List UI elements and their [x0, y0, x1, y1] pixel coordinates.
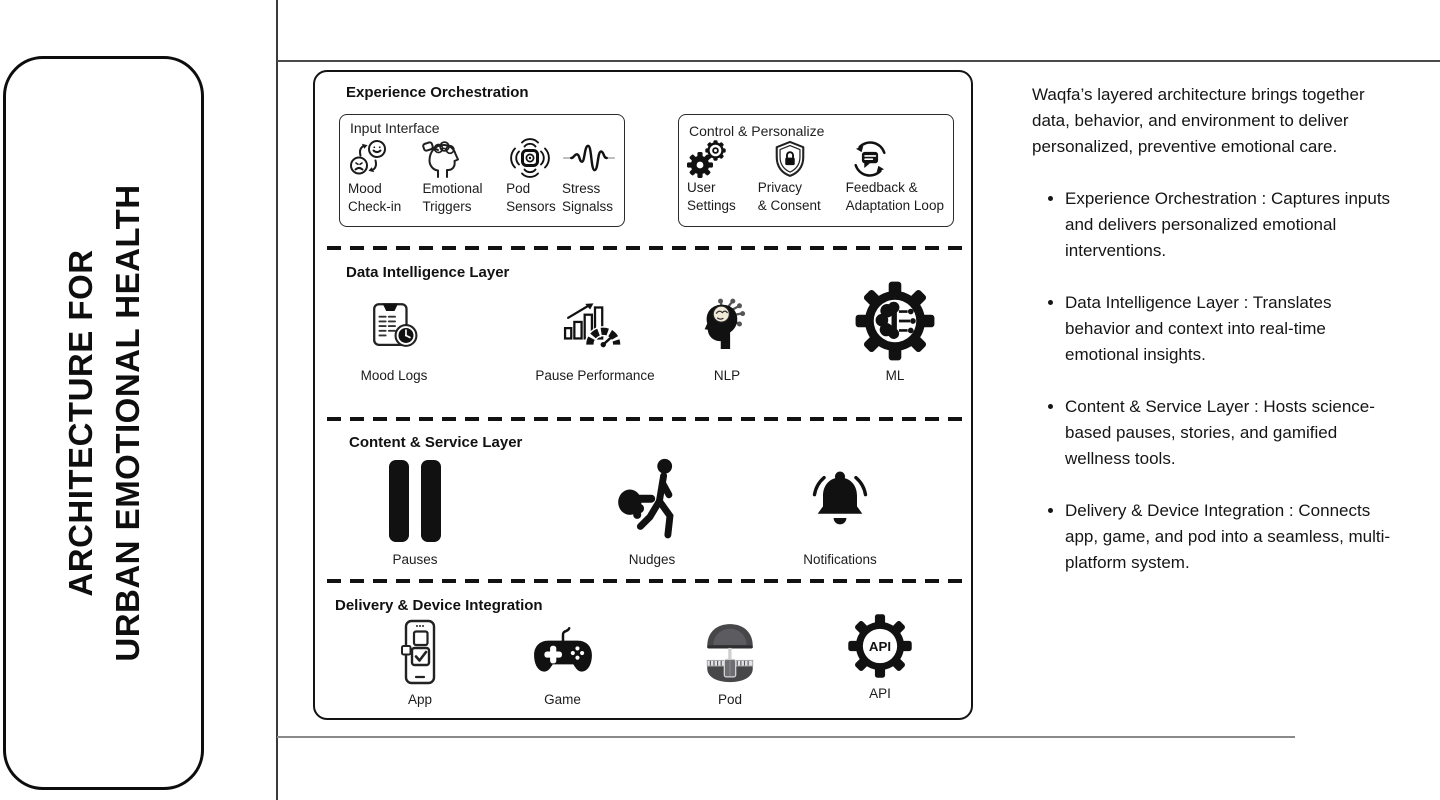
- dashed-divider-1: [327, 246, 962, 250]
- item-mood-checkin: [348, 136, 422, 216]
- privacy-consent-icon: [758, 139, 846, 179]
- notifications-icon: [806, 454, 874, 548]
- item-label-line2: Settings: [687, 198, 736, 213]
- game-icon: [531, 616, 595, 688]
- item-label: ML: [885, 368, 905, 383]
- pause-performance-icon: [563, 284, 627, 364]
- bullet-delivery-device: • Delivery & Device Integration : Connects app, game, and pod into a seamless, multi-platform system.: [1065, 498, 1398, 576]
- item-mood-logs: [329, 284, 459, 383]
- item-label-line2: Signalss: [562, 199, 614, 214]
- item-label: Mood Logs: [360, 368, 428, 383]
- mood-checkin-icon: [348, 136, 422, 180]
- pod-sensors-icon: [506, 136, 562, 180]
- item-label-line2: Check-in: [348, 199, 402, 214]
- dashed-divider-3: [327, 579, 962, 583]
- item-user-settings: [687, 139, 758, 215]
- feedback-adaptation-loop-icon: [846, 139, 945, 179]
- item-label: Pod: [717, 692, 743, 707]
- control-personalize-box: [678, 114, 954, 227]
- layer3-title: Content & Service Layer: [349, 434, 523, 451]
- item-emotional-triggers: [422, 136, 506, 216]
- input-interface-box: [339, 114, 625, 227]
- item-nudges: [572, 450, 732, 567]
- top-horizontal-line: [277, 60, 1440, 62]
- item-label-line2: & Consent: [757, 198, 821, 213]
- item-label: Pause Performance: [535, 368, 655, 383]
- item-pod: [670, 612, 790, 707]
- page-title-line2: URBAN EMOTIONAL HEALTH: [108, 184, 146, 662]
- control-personalize-items: [679, 139, 953, 215]
- control-personalize-title: Control & Personalize: [689, 123, 825, 139]
- item-label-line1: Emotional: [422, 181, 483, 196]
- layer4-title: Delivery & Device Integration: [335, 597, 543, 614]
- item-ml: [833, 278, 957, 383]
- item-privacy-consent: [758, 139, 846, 215]
- bullet-content-service: • Content & Service Layer : Hosts science-based pauses, stories, and gamified wellness tools.: [1065, 394, 1398, 472]
- item-label-line2: Adaptation Loop: [845, 198, 944, 213]
- app-icon: [397, 616, 443, 688]
- mood-logs-icon: [369, 284, 419, 364]
- emotional-triggers-icon: [422, 136, 506, 180]
- stress-signals-icon: [562, 136, 616, 180]
- input-interface-items: [340, 136, 624, 216]
- item-game: [505, 616, 620, 707]
- layer1-title: Experience Orchestration: [346, 84, 529, 101]
- item-label: Nudges: [628, 552, 676, 567]
- item-notifications: [770, 454, 910, 567]
- item-stress-signals: [562, 136, 616, 216]
- user-settings-icon: [687, 139, 758, 179]
- api-icon-label: API: [868, 639, 892, 655]
- dashed-divider-2: [327, 417, 962, 421]
- item-label-line1: Stress: [562, 181, 601, 196]
- item-label: App: [407, 692, 433, 707]
- item-label: API: [869, 686, 891, 701]
- left-title-card: [3, 56, 204, 790]
- page-title-line1: ARCHITECTURE FOR: [61, 249, 99, 597]
- item-pauses: [355, 454, 475, 567]
- item-label: Game: [544, 692, 581, 707]
- bullet-data-intelligence: • Data Intelligence Layer : Translates behavior and context into real-time emotional insights.: [1065, 290, 1398, 368]
- nlp-icon: [701, 284, 753, 364]
- item-label-line2: Triggers: [422, 199, 472, 214]
- nudges-icon: [615, 450, 689, 548]
- item-api: [820, 610, 940, 701]
- bottom-horizontal-line: [277, 736, 1295, 738]
- item-feedback-loop: [846, 139, 945, 215]
- page-title: [57, 63, 151, 783]
- item-label: Pauses: [392, 552, 438, 567]
- input-interface-title: Input Interface: [350, 120, 440, 136]
- bullet-experience-orchestration: • Experience Orchestration : Captures inputs and delivers personalized emotional interventions.: [1065, 186, 1398, 264]
- item-label-line2: Sensors: [506, 199, 556, 214]
- layer2-title: Data Intelligence Layer: [346, 264, 510, 281]
- description-panel: [1032, 82, 1398, 602]
- item-label-line1: Pod: [506, 181, 531, 196]
- description-intro: Waqfa’s layered architecture brings together data, behavior, and environment to deliver personalized, preventive emotional care.: [1032, 85, 1365, 156]
- item-label-line1: Feedback &: [845, 180, 918, 195]
- description-bullets: [1032, 186, 1398, 576]
- item-label-line1: Mood: [348, 181, 382, 196]
- architecture-diagram: [313, 70, 973, 720]
- item-pod-sensors: [506, 136, 562, 216]
- pod-icon: [700, 612, 760, 688]
- item-label-line1: User: [687, 180, 716, 195]
- item-label: Notifications: [803, 552, 877, 567]
- ml-icon: [854, 278, 936, 364]
- item-nlp: [667, 284, 787, 383]
- api-gear-icon: [847, 610, 913, 682]
- item-app: [365, 616, 475, 707]
- vertical-divider-line: [276, 0, 278, 800]
- item-label: NLP: [713, 368, 741, 383]
- pauses-icon: [387, 454, 443, 548]
- item-label-line1: Privacy: [757, 180, 802, 195]
- item-pause-performance: [510, 284, 680, 383]
